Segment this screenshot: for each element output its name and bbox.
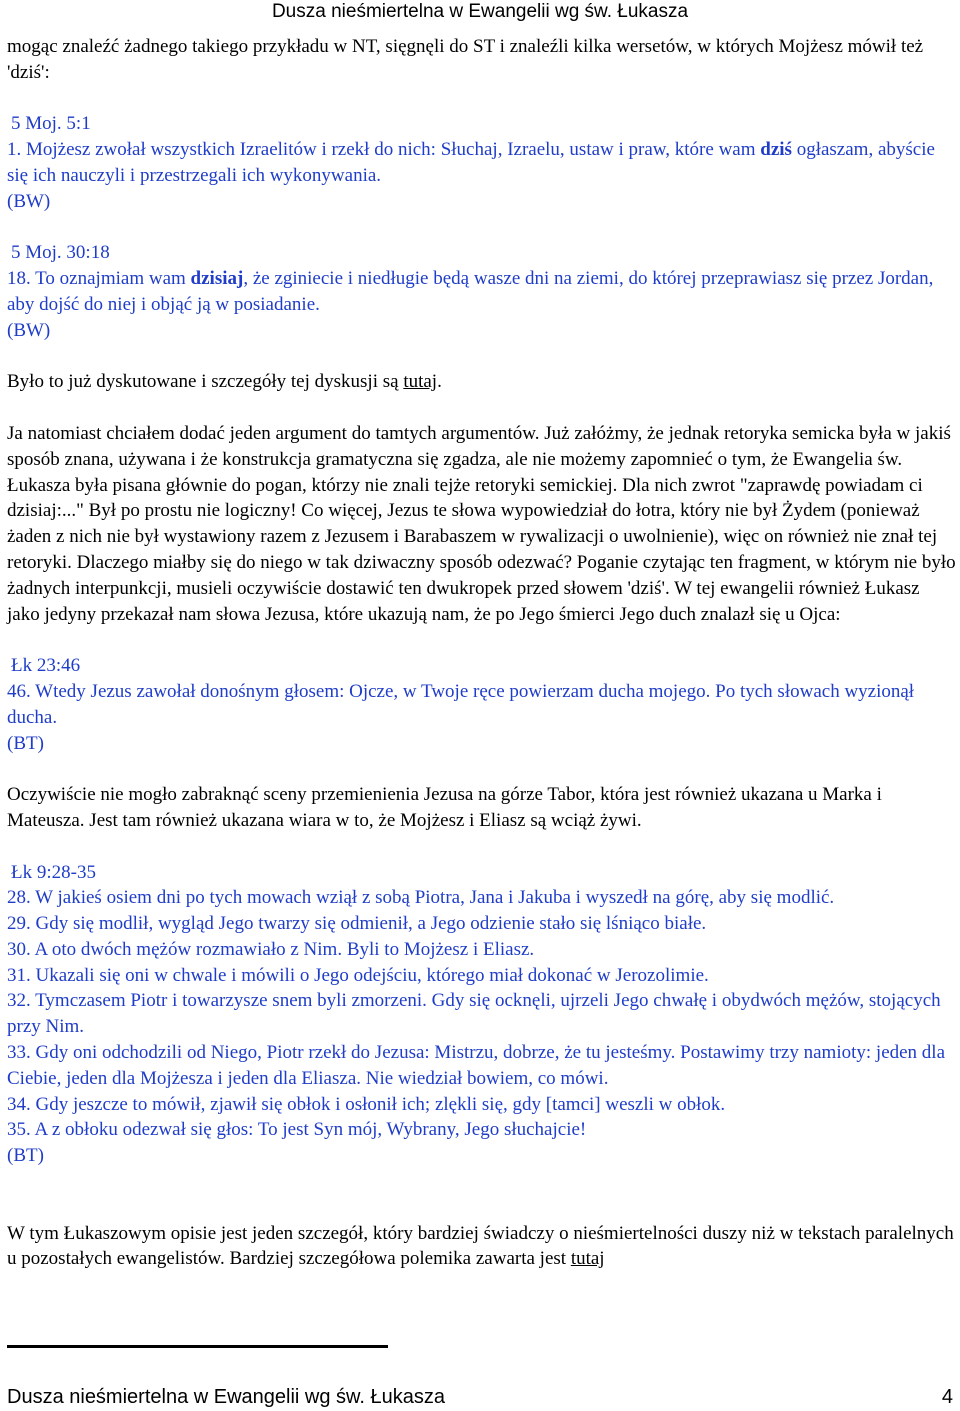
translation-source: (BT) [7, 732, 44, 754]
translation-source: (BW) [7, 190, 51, 212]
footer-title: Dusza nieśmiertelna w Ewangelii wg św. Łukasza [7, 1386, 445, 1408]
verse-line: 28. W jakieś osiem dni po tych mowach wziął z sobą Piotra, Jana i Jakuba i wyszedł na górę, aby się modlić. [7, 887, 835, 909]
page-number: 4 [941, 1386, 953, 1408]
link-tutaj[interactable]: tutaj [403, 371, 438, 393]
transfiguration-paragraph: Oczywiście nie mogło zabraknąć sceny przemienienia Jezusa na górze Tabor, która jest również ukazana u Marka i Mateusza. Jest tam również ukazana wiara w to, że Mojżesz i Eliasz są wciąż żywi. [7, 784, 882, 831]
intro-paragraph: mogąc znaleźć żadnego takiego przykładu w NT, sięgnęli do ST i znaleźli kilka wersetów, w których Mojżesz mówił też 'dziś': [7, 36, 924, 83]
verse-line: 32. Tymczasem Piotr i towarzysze snem byli zmorzeni. Gdy się ocknęli, ujrzeli Jego chwałę i obydwóch mężów, stojących przy Nim. [7, 990, 941, 1038]
highlight-word: dzisiaj [190, 268, 244, 290]
scripture-reference: Łk 23:46 [11, 655, 81, 677]
scripture-quote-3 [7, 653, 957, 756]
scripture-reference: Łk 9:28-35 [11, 861, 96, 883]
verse-line: 33. Gdy oni odchodzili od Niego, Piotr rzekł do Jezusa: Mistrzu, dobrze, że tu jesteśmy. Postawimy trzy namioty: jeden dla Ciebie, jeden dla Mojżesza i jeden dla Eliasza. Nie wiedział bowiem, co mówi. [7, 1042, 946, 1089]
highlight-word: dziś [760, 139, 792, 161]
argument-paragraph: Ja natomiast chciałem dodać jeden argument do tamtych argumentów. Już załóżmy, że jednak retoryka semicka była w jakiś sposób znana, używana i że konstrukcja gramatyczna się zgadza, ale nie możemy zapomnieć o tym, że Ewangelia św. Łukasza była pisana głównie do pogan, którzy nie znali tejże retoryki semickiej. Dla nich zwrot "zaprawdę powiadam ci dzisiaj:..." Był po prostu nie logiczny! Co więcej, Jezus te słowa wypowiedział do łotra, który nie był Żydem (ponieważ żaden z nich nie był wystawiony razem z Jezusem i Barabaszem w rywalizacji o uwolnienie), więc on również nie znał tej retoryki. Dlaczego miałby się do niego w tak dziwaczny sposób odezwać? Poganie czytając ten fragment, w którym nie było żadnych interpunkcji, musieli oczywiście dostawić ten dwukropek przed słowem 'dziś'. W tej ewangelii również Łukasz jako jedyny przekazał nam słowa Jezusa, które ukazują nam, że po Jego śmierci Jego duch znalazł się u Ojca: [7, 422, 956, 625]
scripture-quote-4 [7, 860, 957, 1170]
link-tutaj-2[interactable]: tutaj [570, 1248, 605, 1270]
verse-text: 1. Mojżesz zwołał wszystkich Izraelitów i rzekł do nich: Słuchaj, Izraelu, ustaw i praw, które wam dziś ogłaszam, abyście się ich nauczyli i przestrzegali ich wykonywania. [7, 139, 935, 186]
page-footer [7, 1385, 953, 1409]
verse-line: 35. A z obłoku odezwał się głos: To jest Syn mój, Wybrany, Jego słuchajcie! [7, 1119, 587, 1141]
page-header: Dusza nieśmiertelna w Ewangelii wg św. Łukasza [271, 1, 689, 22]
verse-line: 30. A oto dwóch mężów rozmawiało z Nim. Byli to Mojżesz i Eliasz. [7, 938, 535, 960]
translation-source: (BT) [7, 1145, 44, 1167]
scripture-quote-1 [7, 111, 957, 214]
verse-line: 34. Gdy jeszcze to mówił, zjawił się obłok i osłonił ich; zlękli się, gdy [tamci] weszli w obłok. [7, 1093, 726, 1115]
document-body [7, 34, 957, 1272]
translation-source: (BW) [7, 319, 51, 341]
scripture-quote-2 [7, 240, 957, 343]
scripture-reference: 5 Moj. 5:1 [11, 113, 91, 135]
verse-text: 18. To oznajmiam wam dzisiaj, że zginiecie i niedługie będą wasze dni na ziemi, do której przeprawiasz się przez Jordan, aby dojść do niej i objąć ją w posiadanie. [7, 268, 934, 315]
closing-paragraph: W tym Łukaszowym opisie jest jeden szczegół, który bardziej świadczy o nieśmiertelności duszy niż w tekstach paralelnych u pozostałych ewangelistów. Bardziej szczegółowa polemika zawarta jest tutaj [7, 1222, 954, 1270]
discussion-paragraph: Było to już dyskutowane i szczegóły tej dyskusji są tutaj. [7, 371, 442, 393]
verse-text: 46. Wtedy Jezus zawołał donośnym głosem: Ojcze, w Twoje ręce powierzam ducha mojego. Po tych słowach wyzionął ducha. [7, 680, 915, 728]
footer-divider [7, 1345, 388, 1348]
verse-line: 31. Ukazali się oni w chwale i mówili o Jego odejściu, którego miał dokonać w Jerozolimie. [7, 964, 709, 986]
verse-line: 29. Gdy się modlił, wygląd Jego twarzy się odmienił, a Jego odzienie stało się lśniąco białe. [7, 913, 707, 935]
scripture-reference: 5 Moj. 30:18 [11, 242, 110, 264]
